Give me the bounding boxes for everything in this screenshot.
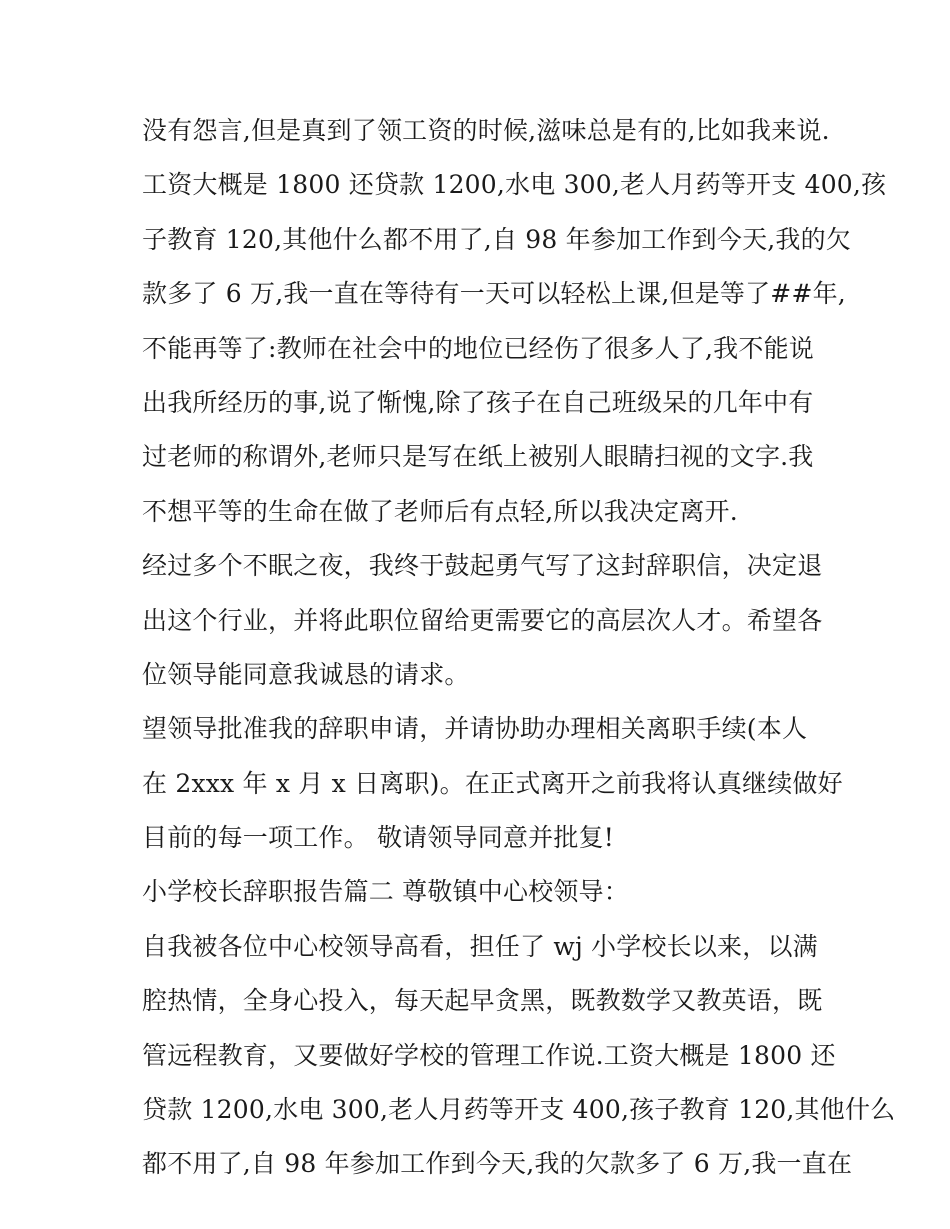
- text-line: 管远程教育，又要做好学校的管理工作说.工资大概是 1800 还: [142, 1040, 836, 1070]
- text-line: 腔热情，全身心投入，每天起早贪黑，既教数学又教英语，既: [142, 986, 823, 1016]
- text-line: 不想平等的生命在做了老师后有点轻,所以我决定离开.: [142, 496, 738, 526]
- text-line: 出我所经历的事,说了惭愧,除了孩子在自己班级呆的几年中有: [142, 387, 814, 417]
- text-line: 都不用了,自 98 年参加工作到今天,我的欠款多了 6 万,我一直在: [142, 1149, 853, 1179]
- body-text: [142, 104, 896, 1192]
- text-line: 不能再等了:教师在社会中的地位已经伤了很多人了,我不能说: [142, 333, 814, 363]
- text-line: 望领导批准我的辞职申请，并请协助办理相关离职手续(本人: [142, 714, 808, 744]
- text-line: 贷款 1200,水电 300,老人月药等开支 400,孩子教育 120,其他什么: [142, 1095, 896, 1125]
- text-line: 自我被各位中心校领导高看，担任了 wj 小学校长以来，以满: [142, 931, 818, 961]
- text-line: 款多了 6 万,我一直在等待有一天可以轻松上课,但是等了##年,: [142, 279, 846, 309]
- text-line: 工资大概是 1800 还贷款 1200,水电 300,老人月药等开支 400,孩: [142, 170, 887, 200]
- text-line: 位领导能同意我诚恳的请求。: [142, 659, 470, 689]
- text-line: 目前的每一项工作。 敬请领导同意并批复!: [142, 823, 614, 853]
- text-line: 经过多个不眠之夜，我终于鼓起勇气写了这封辞职信，决定退: [142, 551, 823, 581]
- text-line: 子教育 120,其他什么都不用了,自 98 年参加工作到今天,我的欠: [142, 224, 852, 254]
- text-line: 过老师的称谓外,老师只是写在纸上被别人眼睛扫视的文字.我: [142, 442, 814, 472]
- text-line: 没有怨言,但是真到了领工资的时候,滋味总是有的,比如我来说.: [142, 116, 830, 145]
- section-heading: 小学校长辞职报告篇二 尊敬镇中心校领导：: [142, 877, 629, 907]
- text-line: 在 2xxx 年 x 月 x 日离职)。在正式离开之前我将认真继续做好: [142, 768, 843, 798]
- text-line: 出这个行业，并将此职位留给更需要它的高层次人才。希望各: [142, 605, 823, 635]
